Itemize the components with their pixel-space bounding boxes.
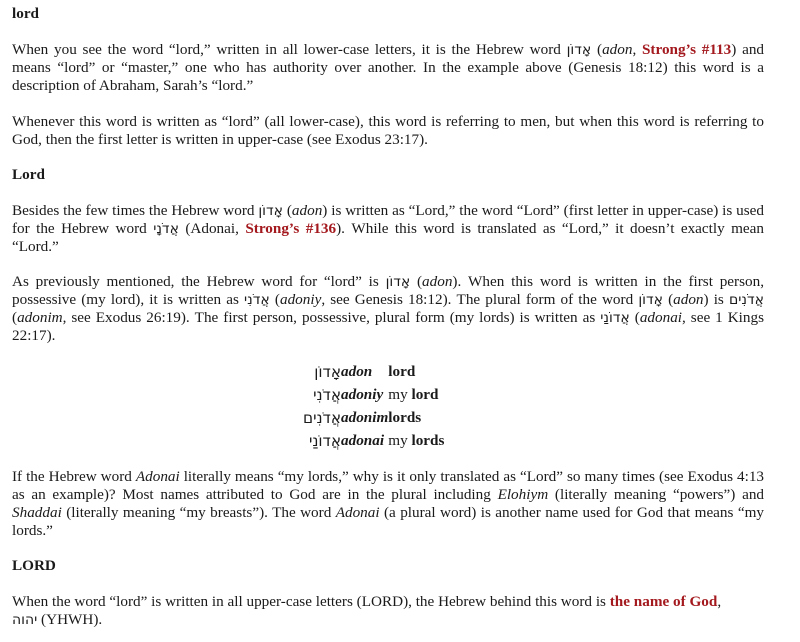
- word-forms-table: [303, 360, 444, 452]
- table-row: אֲדוֹנַי adonai my lords: [308, 431, 445, 450]
- table-row: אָדוֹן adon lord: [314, 362, 416, 381]
- table-row: אֲדֹנִים adonim lords: [303, 408, 422, 427]
- paragraph-plural-names: If the Hebrew word Adonai literally means “my lords,” why is it only translated as “Lord” so many times (see Exodus 4:13 as an example)? Most names attributed to God are in the plural including Elohiym (literally meaning “powers”) and Shaddai (literally meaning “my breasts”). The word Adonai (a plural word) is another name used for God that means “my lords.”: [12, 468, 765, 539]
- strongs-link[interactable]: Strong’s #136: [245, 220, 337, 237]
- table-row: אֲדֹנִי adoniy my lord: [313, 385, 439, 404]
- hebrew-word: אָדוֹן: [566, 42, 592, 58]
- paragraph-yhwh: When the word “lord” is written in all upper-case letters (LORD), the Hebrew behind this word is the name of God, יהוה (YHWH).: [12, 593, 722, 628]
- name-of-god-link[interactable]: the name of God: [609, 593, 718, 610]
- heading-lord-capitalized: Lord: [12, 166, 45, 183]
- heading-lord-uppercase: LORD: [12, 557, 56, 574]
- paragraph-adonai: Besides the few times the Hebrew word אָדוֹן (adon) is written as “Lord,” the word “Lord” (first letter in upper-case) is used for the Hebrew word אֲדֹנָי (Adonai, Strong’s #136). While this word is translated as “Lord,” it doesn’t exactly mean “Lord.”: [12, 202, 764, 255]
- strongs-link[interactable]: Strong’s #113: [641, 41, 732, 58]
- heading-lord-lowercase: lord: [12, 5, 40, 22]
- paragraph-forms: As previously mentioned, the Hebrew word for “lord” is אָדוֹן (adon). When this word is written in the first person, possessive (my lord), it is written as אֲדֹנִי (adoniy, see Genesis 18:12). The plural form of the word אָדוֹן (adon) is אֲדֹנִים (adonim, see Exodus 26:19). The first person, possessive, plural form (my lords) is written as אֲדוֹנַי (adonai, see 1 Kings 22:17).: [12, 273, 764, 344]
- paragraph-lord-meaning: When you see the word “lord,” written in all lower-case letters, it is the Hebrew word אָדוֹן (adon, Strong’s #113) and means “lord” or “master,” one who has authority over another. In the example above (Genesis 18:12) this word is a description of Abraham, Sarah’s “lord.”: [12, 41, 765, 94]
- paragraph-lord-usage: Whenever this word is written as “lord” (all lower-case), this word is referring to men, but when this word is referring to God, then the first letter is written in upper-case (see Exodus 23:17).: [12, 113, 764, 148]
